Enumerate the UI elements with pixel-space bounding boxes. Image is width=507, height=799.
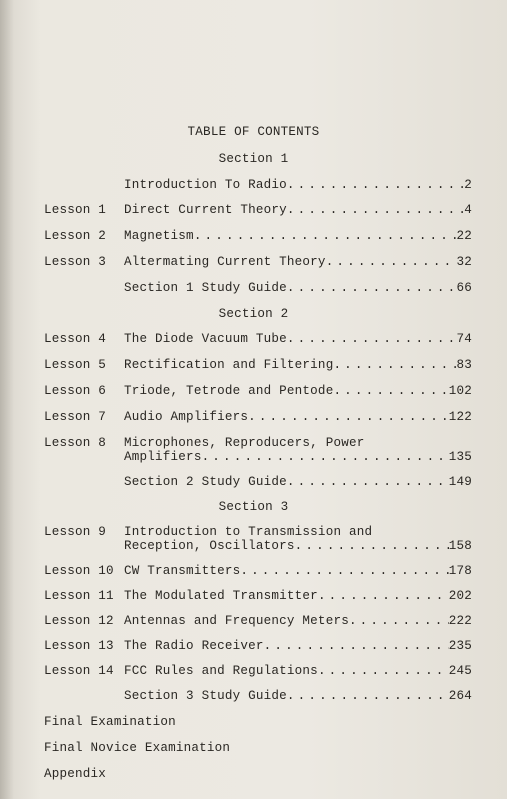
toc-heading: TABLE OF CONTENTS — [187, 125, 320, 139]
entry-title: Introduction To Radio — [124, 178, 287, 192]
toc-entry — [124, 410, 472, 424]
entry-title-line1: Microphones, Reproducers, Power — [124, 436, 365, 450]
page-edge-shadow — [0, 0, 14, 799]
entry-title: Direct Current Theory — [124, 203, 287, 217]
entry-title: Reception, Oscillators — [124, 539, 295, 553]
leader-dots — [326, 255, 457, 269]
appendix: Appendix — [44, 767, 107, 781]
entry-page: 158 — [448, 539, 472, 553]
entry-title: Magnetism — [124, 229, 194, 243]
leader-dots — [240, 564, 448, 578]
entry-title: Section 2 Study Guide — [124, 475, 287, 489]
entry-page: 235 — [448, 639, 472, 653]
entry-page: 178 — [448, 564, 472, 578]
lesson-label: Lesson 8 — [44, 436, 107, 450]
toc-entry — [124, 358, 472, 372]
section-1-heading: Section 1 — [218, 152, 289, 166]
section-3-heading: Section 3 — [218, 500, 289, 514]
leader-dots — [295, 539, 449, 553]
entry-title: The Diode Vacuum Tube — [124, 332, 287, 346]
entry-page: 222 — [448, 614, 472, 628]
toc-entry — [124, 203, 472, 217]
final-novice-examination: Final Novice Examination — [44, 741, 231, 755]
entry-title: The Radio Receiver — [124, 639, 264, 653]
entry-page: 202 — [448, 589, 472, 603]
entry-title: Section 3 Study Guide — [124, 689, 287, 703]
lesson-label: Lesson 1 — [44, 203, 107, 217]
toc-entry — [124, 255, 472, 269]
entry-title: Triode, Tetrode and Pentode — [124, 384, 334, 398]
leader-dots — [333, 384, 448, 398]
entry-page: 4 — [464, 203, 472, 217]
entry-title: Rectification and Filtering — [124, 358, 334, 372]
leader-dots — [318, 589, 449, 603]
entry-page: 2 — [464, 178, 472, 192]
leader-dots — [248, 410, 449, 424]
entry-title: Antennas and Frequency Meters — [124, 614, 349, 628]
toc-entry — [124, 332, 472, 346]
toc-entry — [124, 475, 472, 489]
toc-entry — [124, 614, 472, 628]
lesson-label: Lesson 4 — [44, 332, 107, 346]
leader-dots — [287, 689, 449, 703]
leader-dots — [202, 450, 449, 464]
entry-title: Amplifiers — [124, 450, 202, 464]
entry-page: 66 — [456, 281, 472, 295]
lesson-label: Lesson 9 — [44, 525, 107, 539]
entry-page: 149 — [448, 475, 472, 489]
toc-entry — [124, 589, 472, 603]
entry-title: Audio Amplifiers — [124, 410, 249, 424]
entry-title: Section 1 Study Guide — [124, 281, 287, 295]
entry-page: 74 — [456, 332, 472, 346]
toc-entry — [124, 664, 472, 678]
toc-entry — [124, 689, 472, 703]
entry-page: 264 — [448, 689, 472, 703]
leader-dots — [349, 614, 449, 628]
entry-page: 135 — [448, 450, 472, 464]
lesson-label: Lesson 11 — [44, 589, 114, 603]
entry-title-line1: Introduction to Transmission and — [124, 525, 373, 539]
toc-entry — [124, 178, 472, 192]
toc-entry — [124, 639, 472, 653]
toc-entry — [124, 564, 472, 578]
section-2-heading: Section 2 — [218, 307, 289, 321]
leader-dots — [287, 332, 457, 346]
entry-title: FCC Rules and Regulations — [124, 664, 318, 678]
lesson-label: Lesson 7 — [44, 410, 107, 424]
toc-entry — [124, 384, 472, 398]
entry-title: The Modulated Transmitter — [124, 589, 318, 603]
leader-dots — [287, 475, 449, 489]
toc-entry — [124, 281, 472, 295]
leader-dots — [287, 178, 464, 192]
lesson-label: Lesson 13 — [44, 639, 114, 653]
entry-title: Altermating Current Theory — [124, 255, 326, 269]
entry-page: 32 — [456, 255, 472, 269]
lesson-label: Lesson 14 — [44, 664, 114, 678]
entry-page: 83 — [456, 358, 472, 372]
lesson-label: Lesson 6 — [44, 384, 107, 398]
leader-dots — [287, 203, 464, 217]
entry-page: 122 — [448, 410, 472, 424]
toc-entry — [124, 450, 472, 464]
leader-dots — [318, 664, 449, 678]
leader-dots — [287, 281, 457, 295]
toc-entry — [124, 539, 472, 553]
lesson-label: Lesson 5 — [44, 358, 107, 372]
lesson-label: Lesson 12 — [44, 614, 114, 628]
entry-page: 102 — [448, 384, 472, 398]
entry-page: 245 — [448, 664, 472, 678]
final-examination: Final Examination — [44, 715, 176, 729]
toc-entry — [124, 229, 472, 243]
lesson-label: Lesson 10 — [44, 564, 114, 578]
leader-dots — [264, 639, 449, 653]
entry-title: CW Transmitters — [124, 564, 241, 578]
lesson-label: Lesson 3 — [44, 255, 107, 269]
leader-dots — [194, 229, 457, 243]
entry-page: 22 — [456, 229, 472, 243]
leader-dots — [333, 358, 456, 372]
lesson-label: Lesson 2 — [44, 229, 107, 243]
